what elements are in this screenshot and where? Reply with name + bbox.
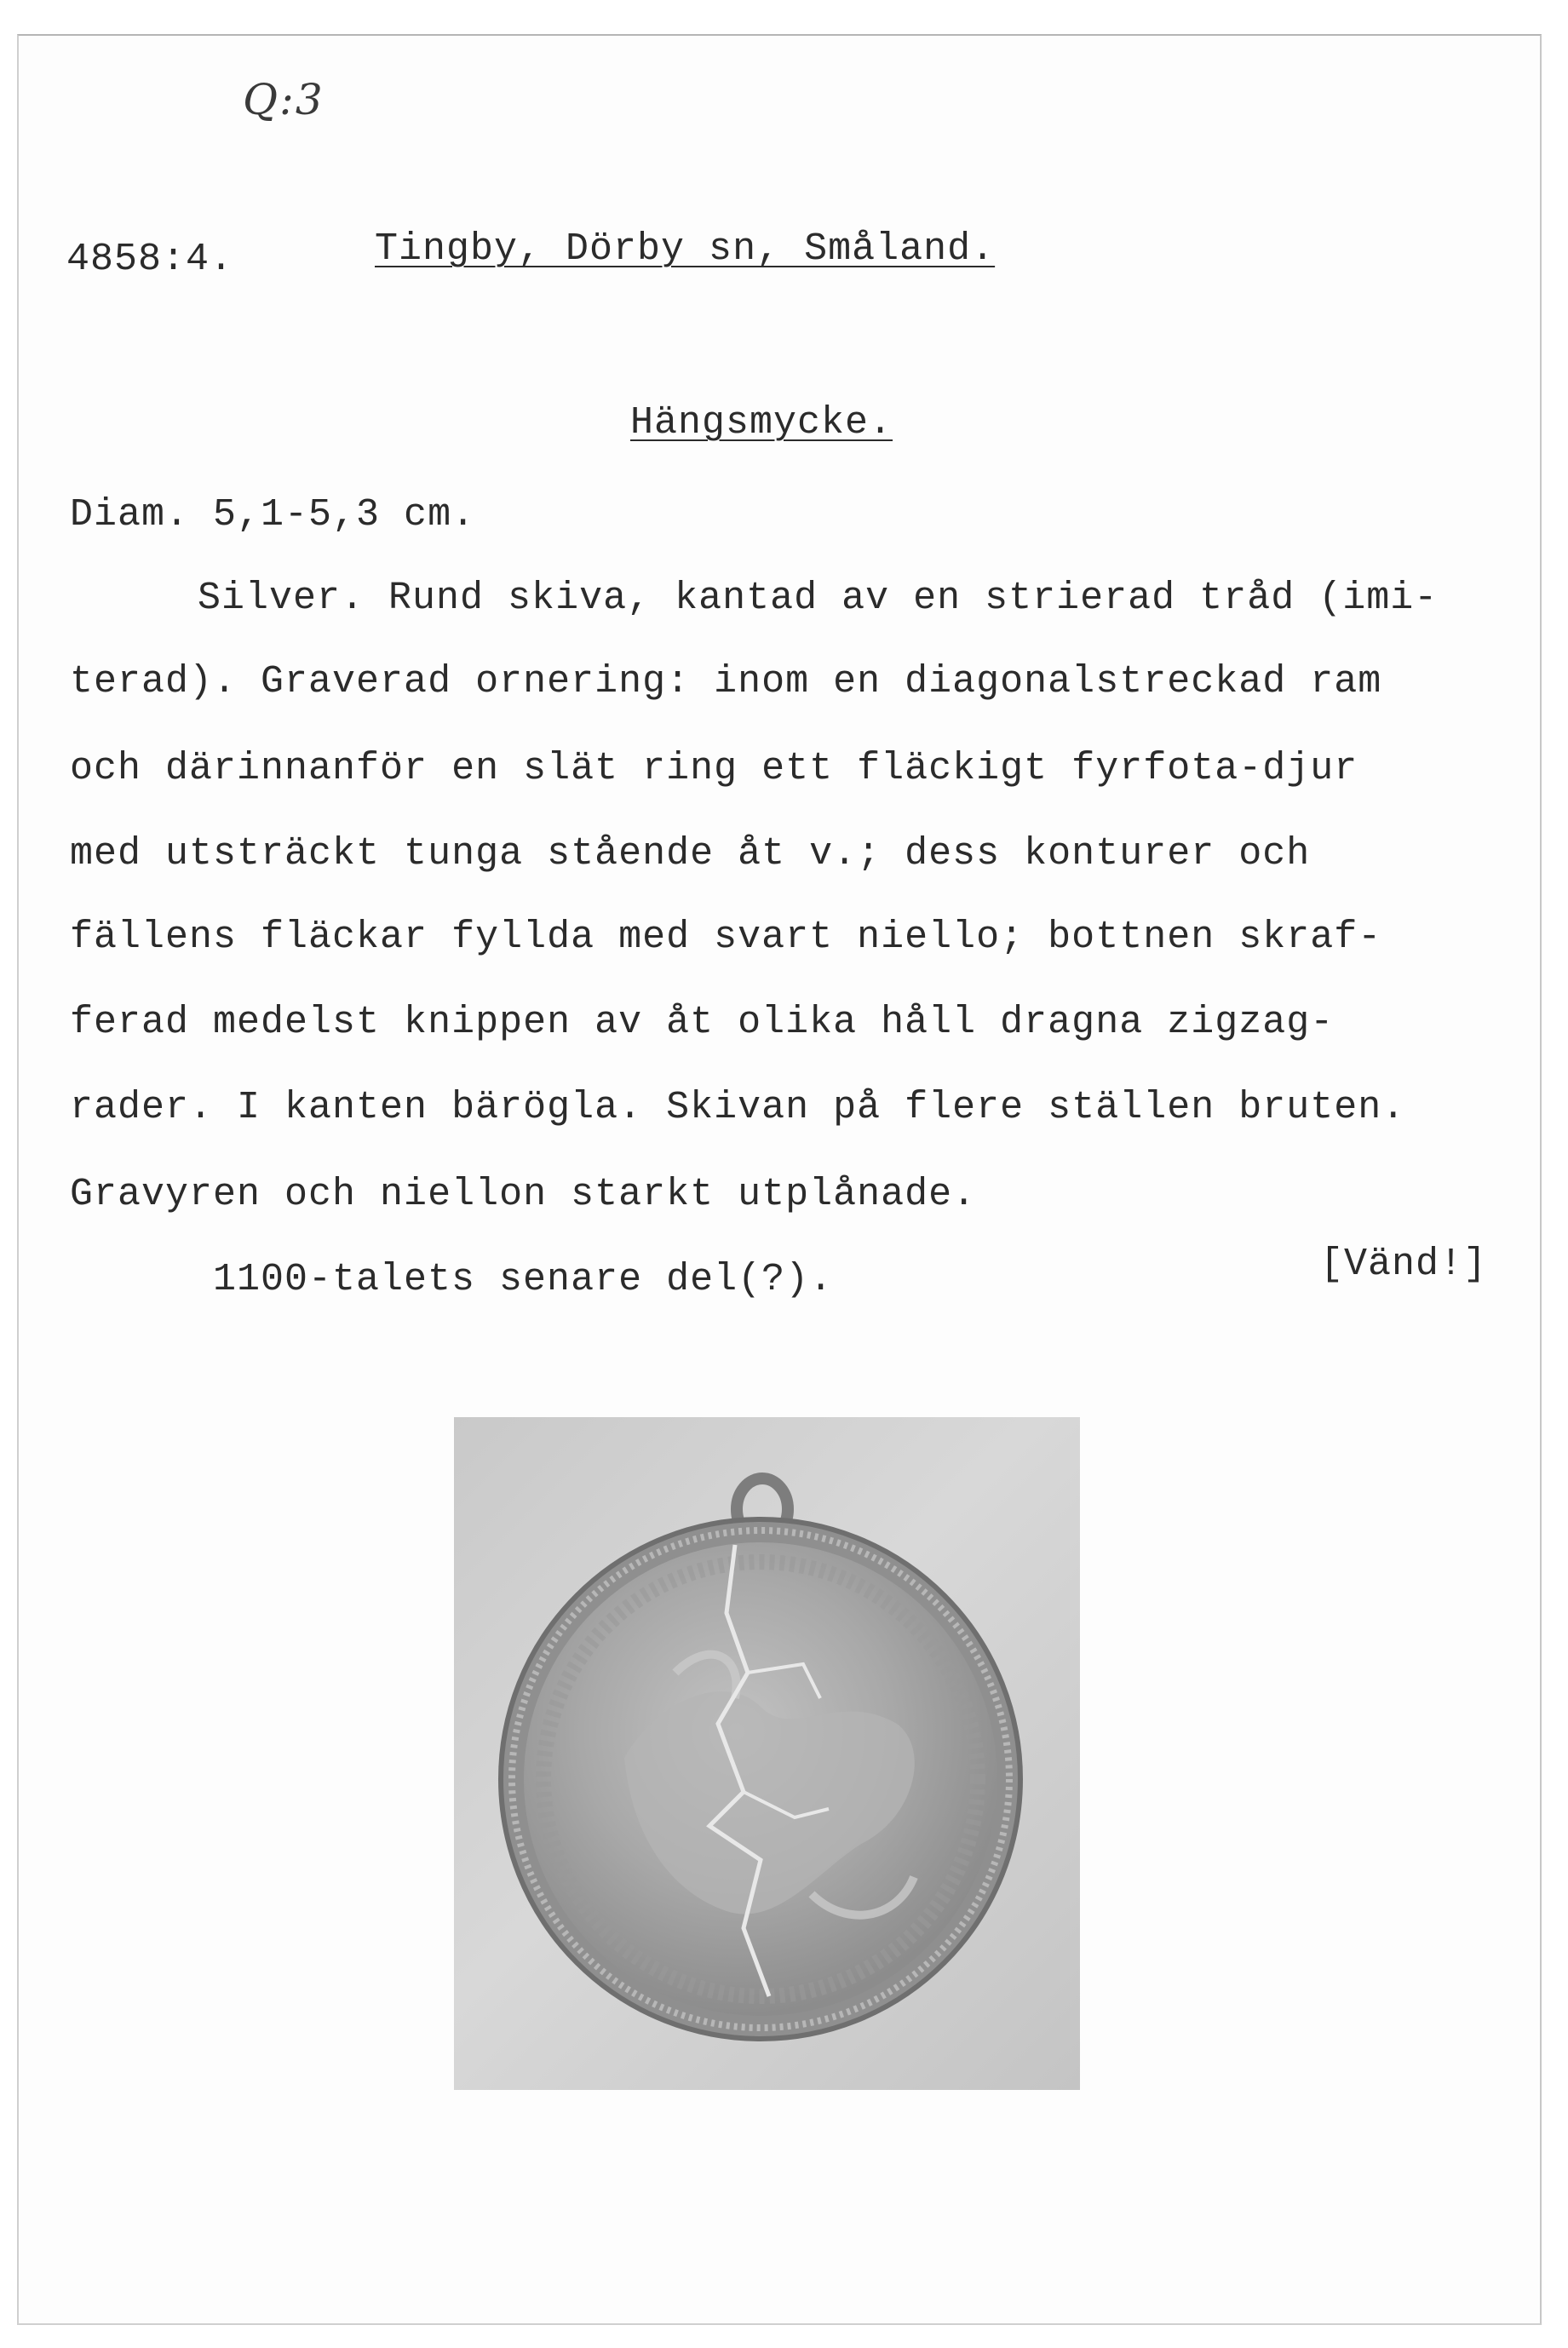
description-line: och därinnanför en slät ring ett fläckigt fyrfota-djur <box>70 747 1358 790</box>
description-line: terad). Graverad ornering: inom en diagonalstreckad ram <box>70 660 1382 703</box>
description-line: Gravyren och niellon starkt utplånade. <box>70 1173 977 1216</box>
handwritten-mark: Q:3 <box>243 75 325 124</box>
turn-note: [Vänd!] <box>1320 1243 1488 1286</box>
location: Tingby, Dörby sn, Småland. <box>375 227 996 271</box>
catalog-number: 4858:4. <box>66 238 234 281</box>
description-line: Silver. Rund skiva, kantad av en strierad tråd (imi- <box>198 577 1439 620</box>
dating: 1100-talets senare del(?). <box>213 1258 834 1301</box>
description-line: ferad medelst knippen av åt olika håll dragna zigzag- <box>70 1001 1335 1044</box>
pendant-photo-icon <box>454 1417 1080 2090</box>
description-line: fällens fläckar fyllda med svart niello; bottnen skraf- <box>70 916 1382 959</box>
pendant-illustration <box>454 1417 1080 2090</box>
description-line: rader. I kanten bärögla. Skivan på flere ställen bruten. <box>70 1086 1406 1129</box>
description-line: med utsträckt tunga stående åt v.; dess konturer och <box>70 832 1311 875</box>
diameter: Diam. 5,1-5,3 cm. <box>70 493 476 537</box>
object-title: Hängsmycke. <box>630 401 893 445</box>
